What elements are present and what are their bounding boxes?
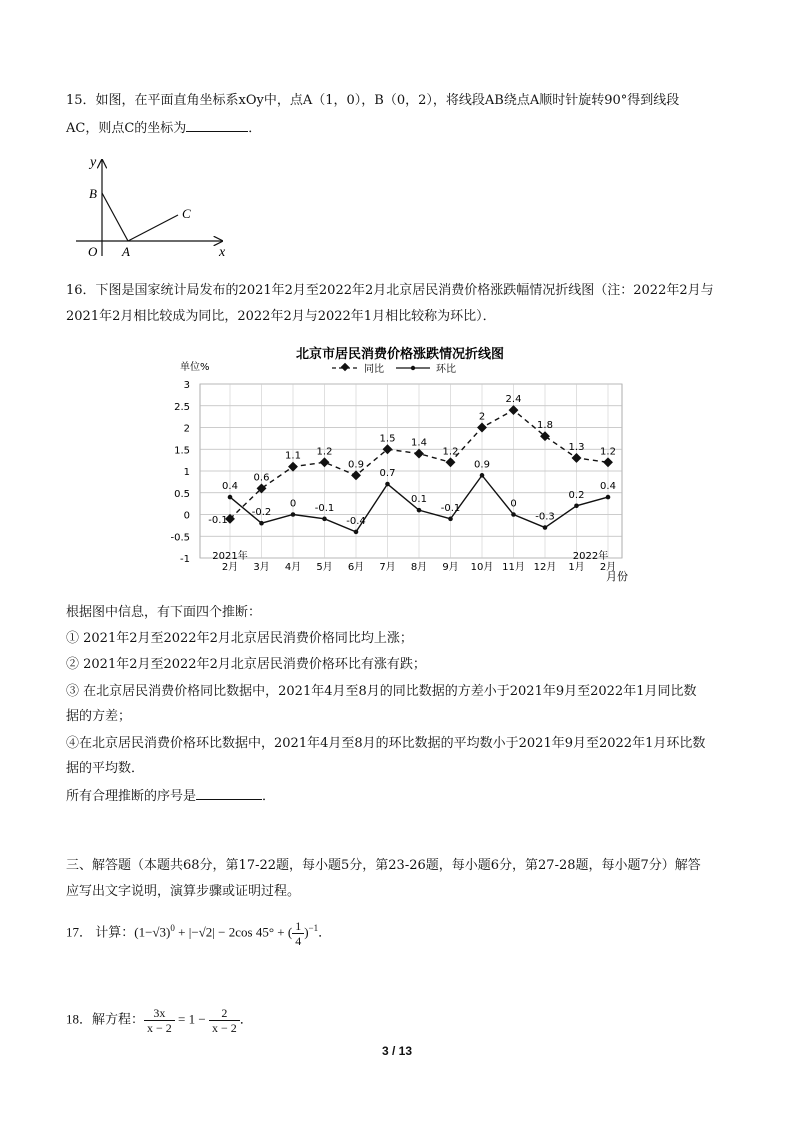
q16-ask: 所有合理推断的序号是 ．	[66, 789, 276, 804]
yoy-data-label: -0.1	[208, 514, 228, 526]
mom-point	[354, 530, 359, 535]
mom-point	[228, 495, 233, 500]
mom-point	[417, 508, 422, 513]
mom-data-label: -0.3	[535, 511, 555, 523]
q17: 17． 计算：$(1-√3)^0 + |-√2| - 2\cos$ 45° + ( $\frac{1}{4}$ )$^{-1}$．	[66, 918, 332, 948]
yoy-point	[603, 457, 613, 467]
legend-mom-label: 环比	[436, 364, 456, 375]
y-tick-label: 3	[183, 380, 190, 391]
mom-point	[606, 495, 611, 500]
q15-figure	[72, 152, 242, 262]
x-tick-label: 1月	[568, 562, 585, 573]
mom-data-label: -0.4	[346, 515, 366, 527]
yoy-data-label: 1.1	[285, 450, 301, 462]
chart-legend	[332, 362, 456, 375]
section3-heading-cont: 应写出文字说明，演算步骤或证明过程。	[66, 884, 301, 899]
yoy-data-label: 0.9	[348, 459, 364, 471]
x-tick-label: 6月	[347, 562, 365, 573]
mom-data-label: 0.4	[222, 481, 238, 493]
yoy-data-label: 2	[478, 411, 486, 423]
statement-4-cont: 据的平均数．	[66, 761, 145, 776]
mom-point	[480, 473, 485, 478]
label-o: O	[88, 244, 98, 259]
mom-data-label: 0.9	[474, 459, 490, 471]
chart-xlabel: 月份	[606, 570, 628, 583]
mom-point	[574, 504, 579, 509]
chart-ylabel: 单位%	[180, 362, 210, 373]
x-tick-label: 2月	[221, 562, 239, 573]
q18: 18．解方程： $\frac{3x}{x - 2}$ = 1 − $\frac{2}{x - 2}$ ．	[66, 1006, 253, 1035]
yoy-data-label: 0.6	[253, 472, 270, 484]
mom-point	[543, 525, 548, 530]
yoy-point	[446, 457, 456, 467]
answer-blank-q16[interactable]	[196, 787, 262, 800]
q16-line2: 2021年2月相比较成为同比，2022年2月与2022年1月相比较称为环比）．	[66, 309, 496, 324]
q15-line1: 15．如图，在平面直角坐标系xOy中，点A（1，0），B（0，2），将线段AB绕点A顺时针旋转90°得到线段	[66, 93, 680, 108]
yoy-point	[572, 453, 582, 463]
x-tick-label: 7月	[379, 562, 396, 573]
statement-4: ④在北京居民消费价格环比数据中，2021年4月至8月的环比数据的平均数小于2021年9月至2022年1月环比数	[66, 736, 706, 751]
x-tick-label: 10月	[470, 562, 494, 573]
x-tick-label: 3月	[253, 562, 270, 573]
mom-data-label: 0	[510, 498, 517, 510]
mom-data-label: -0.1	[440, 502, 461, 514]
x-tick-label: 9月	[442, 562, 459, 573]
y-tick-label: 0.5	[174, 488, 190, 500]
mom-data-label: -0.1	[314, 502, 335, 514]
mom-data-label: 0	[289, 498, 297, 510]
y-tick-label: -0.5	[170, 532, 190, 544]
mom-data-label: 0.7	[379, 468, 396, 480]
segment-ab	[102, 193, 128, 241]
yoy-data-label: 1.2	[600, 446, 616, 458]
x-tick-label: 2月	[599, 562, 617, 573]
y-tick-label: 0	[183, 510, 190, 522]
label-c: C	[182, 206, 191, 221]
year-label-2022: 2022年	[572, 551, 609, 562]
legend-yoy-label: 同比	[364, 364, 384, 375]
mom-point	[385, 482, 390, 487]
mom-point	[259, 521, 264, 526]
yoy-data-label: 1.8	[537, 420, 553, 432]
mom-data-label: 0.2	[568, 489, 585, 501]
legend-mom-marker	[411, 366, 415, 370]
yoy-data-label: 2.4	[505, 394, 522, 406]
x-tick-label: 12月	[533, 562, 557, 573]
answer-blank-q15[interactable]	[186, 119, 248, 132]
statement-3-cont: 据的方差；	[66, 709, 132, 724]
chart-title: 北京市居民消费价格涨跌情况折线图	[295, 347, 505, 362]
label-y: y	[90, 155, 97, 170]
yoy-data-label: 1.2	[442, 446, 459, 458]
q15-line2: AC，则点C的坐标为 ．	[66, 121, 262, 136]
legend-yoy-marker	[341, 363, 349, 371]
yoy-point	[320, 457, 330, 467]
page-number: 3 / 13	[381, 1044, 413, 1058]
yoy-point	[509, 405, 519, 415]
y-tick-label: 2	[183, 423, 190, 435]
x-tick-label: 11月	[502, 562, 525, 573]
yoy-point	[477, 423, 487, 433]
label-a: A	[122, 244, 130, 259]
year-label-2021: 2021年	[212, 551, 248, 562]
label-b: B	[89, 186, 97, 201]
yoy-data-label: 1.5	[379, 433, 396, 445]
section3-heading: 三、解答题（本题共68分，第17-22题，每小题5分，第23-26题，每小题6分，第27-28题，每小题7分）解答	[66, 858, 701, 873]
mom-data-label: 0.4	[600, 481, 616, 493]
price-change-chart	[160, 336, 640, 588]
q15-line2-text: AC，则点C的坐标为	[66, 121, 187, 136]
yoy-data-label: 1.4	[411, 437, 427, 449]
label-x: x	[219, 245, 226, 260]
x-tick-label: 4月	[284, 562, 302, 573]
q16-intro: 根据图中信息，有下面四个推断：	[66, 605, 262, 620]
statement-1: ① 2021年2月至2022年2月北京居民消费价格同比均上涨；	[66, 631, 413, 646]
y-tick-label: 1.5	[174, 445, 190, 457]
statement-2: ② 2021年2月至2022年2月北京居民消费价格环比有涨有跌；	[66, 657, 426, 672]
yoy-point	[288, 462, 298, 472]
segment-ac	[128, 215, 178, 241]
x-tick-label: 8月	[410, 562, 428, 573]
mom-point	[511, 512, 516, 517]
mom-data-label: -0.2	[251, 507, 272, 519]
mom-point	[448, 517, 453, 522]
y-tick-label: 1	[183, 467, 190, 478]
yoy-point	[414, 449, 424, 459]
x-tick-label: 5月	[316, 562, 333, 573]
mom-point	[291, 512, 296, 517]
statement-3: ③ 在北京居民消费价格同比数据中，2021年4月至8月的同比数据的方差小于2021年9月至2022年1月同比数	[66, 684, 697, 699]
yoy-data-label: 1.2	[316, 446, 333, 458]
mom-data-label: 0.1	[411, 494, 427, 506]
mom-point	[322, 517, 327, 522]
y-tick-label: 2.5	[174, 401, 190, 413]
y-tick-label: -1	[180, 554, 190, 565]
q16-line1: 16．下图是国家统计局发布的2021年2月至2022年2月北京居民消费价格涨跌幅情况折线图（注：2022年2月与	[66, 283, 714, 298]
yoy-data-label: 1.3	[568, 441, 585, 453]
yoy-point	[351, 470, 361, 480]
